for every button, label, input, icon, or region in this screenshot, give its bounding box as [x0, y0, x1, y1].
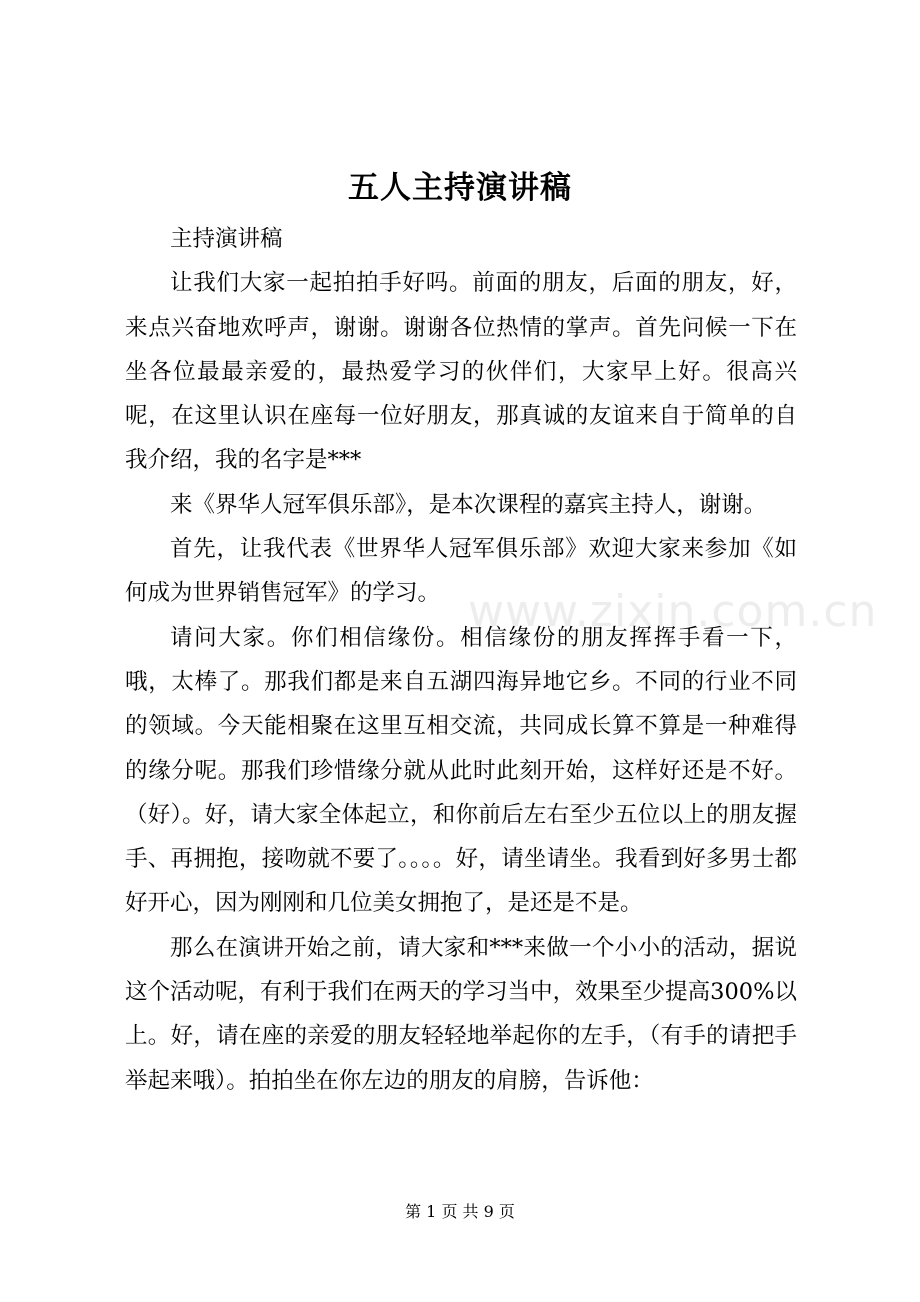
- document-body: [125, 217, 797, 1103]
- paragraph-subtitle: 主持演讲稿: [170, 226, 283, 252]
- paragraph: 首先，让我代表《世界华人冠军俱乐部》欢迎大家来参加《如何成为世界销售冠军》的学习。: [125, 536, 797, 607]
- document-title: 五人主持演讲稿: [348, 170, 572, 206]
- paragraph: 请问大家。你们相信缘份。相信缘份的朋友挥挥手看一下，哦，太棒了。那我们都是来自五湖四海异地它乡。不同的行业不同的领域。今天能相聚在这里互相交流，共同成长算不算是一种难得的缘分呢。那我们珍惜缘分就从此时此刻开始，这样好还是不好。（好）。好，请大家全体起立，和你前后左右至少五位以上的朋友握手、再拥抱，接吻就不要了。。。。好，请坐请坐。我看到好多男士都好开心，因为刚刚和几位美女拥抱了，是还是不是。: [125, 624, 797, 917]
- paragraph: 让我们大家一起拍拍手好吗。前面的朋友，后面的朋友，好，来点兴奋地欢呼声，谢谢。谢谢各位热情的掌声。首先问候一下在坐各位最最亲爱的，最热爱学习的伙伴们，大家早上好。很高兴呢，在这里认识在座每一位好朋友，那真诚的友谊来自于简单的自我介绍，我的名字是***: [125, 270, 797, 474]
- watermark: www.zixin.com.cn: [468, 586, 878, 637]
- paragraph: 那么在演讲开始之前，请大家和***来做一个小小的活动，据说这个活动呢，有利于我们在两天的学习当中，效果至少提高300%以上。好，请在座的亲爱的朋友轻轻地举起你的左手，（有手的请把手举起来哦）。拍拍坐在你左边的朋友的肩膀，告诉他：: [125, 934, 797, 1094]
- page-footer: 第 1 页 共 9 页: [405, 1202, 515, 1221]
- paragraph: 来《界华人冠军俱乐部》，是本次课程的嘉宾主持人，谢谢。: [170, 491, 767, 518]
